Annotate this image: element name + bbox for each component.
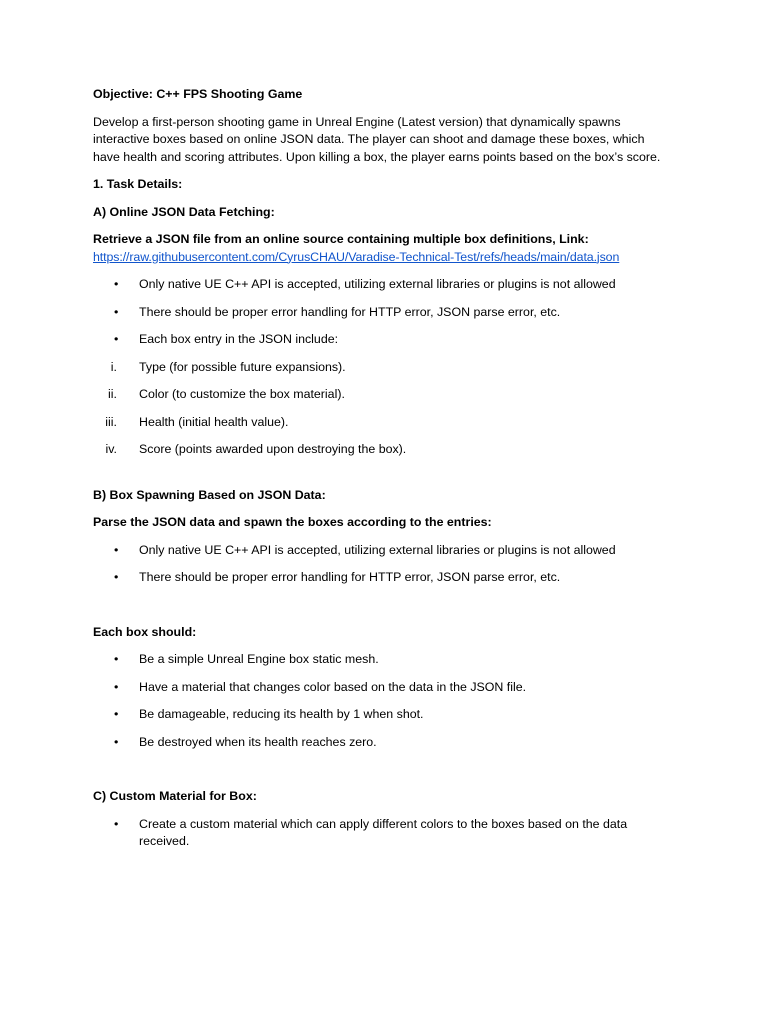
- section-b-heading: B) Box Spawning Based on JSON Data:: [93, 487, 326, 502]
- section-a-lead: Retrieve a JSON file from an online source containing multiple box definitions, Link:: [93, 232, 589, 246]
- list-item: [93, 816, 673, 851]
- section-a-bullets: [93, 276, 673, 349]
- section-c-heading: C) Custom Material for Box:: [93, 789, 257, 803]
- roman-marker: iii.: [105, 414, 117, 429]
- each-box-bullets: [93, 651, 673, 751]
- list-item-text: Be damageable, reducing its health by 1 when shot.: [139, 707, 424, 721]
- box-entry-fields-list: [93, 359, 673, 459]
- list-item-text: Only native UE C++ API is accepted, utilizing external libraries or plugins is not allowed: [139, 277, 616, 291]
- list-item: [93, 679, 673, 697]
- bullet-marker: •: [114, 277, 119, 291]
- list-item: [93, 276, 673, 294]
- section-b-bullets: [93, 542, 673, 587]
- list-item-text: Health (initial health value).: [139, 414, 289, 429]
- bullet-marker: •: [114, 816, 119, 831]
- document-page: [93, 86, 673, 851]
- list-item: [93, 304, 673, 322]
- bullet-marker: •: [114, 332, 119, 346]
- list-item: [93, 706, 673, 724]
- bullet-marker: •: [114, 652, 119, 666]
- json-link[interactable]: https://raw.githubusercontent.com/CyrusCHAU/Varadise-Technical-Test/refs/heads/main/data.json: [93, 249, 620, 264]
- list-item: [93, 414, 673, 432]
- list-item-text: Be destroyed when its health reaches zero.: [139, 734, 377, 749]
- bullet-marker: •: [114, 570, 119, 584]
- bullet-marker: •: [114, 734, 119, 749]
- roman-marker: ii.: [108, 387, 117, 401]
- list-item: [93, 441, 673, 459]
- document-title: Objective: C++ FPS Shooting Game: [93, 87, 303, 101]
- roman-marker: i.: [110, 359, 117, 374]
- list-item: [93, 734, 673, 752]
- bullet-marker: •: [114, 304, 119, 319]
- bullet-marker: •: [114, 679, 119, 694]
- list-item: [93, 386, 673, 404]
- json-link-line: [93, 249, 673, 267]
- intro-paragraph: Develop a first-person shooting game in Unreal Engine (Latest version) that dynamically spawns interactive boxes based on online JSON data. The player can shoot and damage these boxes, which have health and scoring attributes. Upon killing a box, the player earns points based on the box’s score.: [93, 114, 661, 164]
- list-item-text: Each box entry in the JSON include:: [139, 332, 339, 346]
- list-item-text: Color (to customize the box material).: [139, 387, 345, 401]
- section-a-heading: A) Online JSON Data Fetching:: [93, 204, 275, 219]
- each-box-heading: Each box should:: [93, 624, 197, 639]
- bullet-marker: •: [114, 542, 119, 557]
- task-details-heading: 1. Task Details:: [93, 177, 183, 191]
- list-item-text: Only native UE C++ API is accepted, utilizing external libraries or plugins is not allowed: [139, 542, 616, 557]
- list-item-text: Type (for possible future expansions).: [139, 359, 346, 374]
- list-item: [93, 542, 673, 560]
- list-item: [93, 359, 673, 377]
- list-item-text: Create a custom material which can apply different colors to the boxes based on the data received.: [139, 816, 628, 848]
- list-item-text: Score (points awarded upon destroying the box).: [139, 442, 407, 456]
- list-item-text: There should be proper error handling for HTTP error, JSON parse error, etc.: [139, 304, 561, 319]
- section-b-lead: Parse the JSON data and spawn the boxes according to the entries:: [93, 515, 492, 529]
- list-item-text: There should be proper error handling for HTTP error, JSON parse error, etc.: [139, 570, 561, 584]
- list-item: [93, 651, 673, 669]
- bullet-marker: •: [114, 707, 119, 721]
- roman-marker: iv.: [105, 442, 117, 456]
- list-item-text: Have a material that changes color based on the data in the JSON file.: [139, 679, 527, 694]
- list-item: [93, 331, 673, 349]
- list-item-text: Be a simple Unreal Engine box static mesh.: [139, 652, 379, 666]
- section-c-bullets: [93, 816, 673, 851]
- list-item: [93, 569, 673, 587]
